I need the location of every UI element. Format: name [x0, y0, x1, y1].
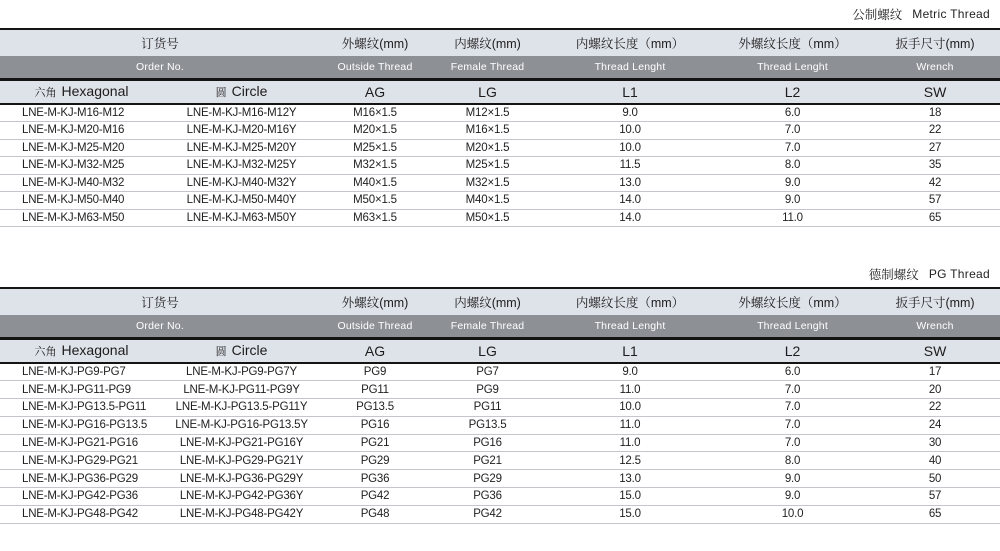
table-row [0, 488, 1000, 506]
table-cell: 42 [870, 174, 1000, 192]
table-cell: PG29 [430, 470, 545, 488]
table-cell: PG7 [430, 363, 545, 381]
section-label-metric-en: Metric Thread [912, 7, 990, 21]
column-header-cn: 扳手尺寸(mm) [870, 29, 1000, 56]
column-header-en: Thread Lenght [545, 315, 715, 338]
table-cell: PG11 [430, 399, 545, 417]
table-cell: 14.0 [545, 209, 715, 227]
table-cell: PG36 [430, 488, 545, 506]
table-cell: PG29 [320, 452, 430, 470]
subheader-label-en: Hexagonal [61, 82, 129, 99]
subheader-label-en: Circle [231, 82, 268, 99]
section-label-pg-cn: 德制螺纹 [868, 268, 919, 282]
table-cell: M20×1.5 [320, 122, 430, 140]
table-cell: LNE-M-KJ-PG16-PG13.5 [0, 416, 163, 434]
table-cell: 65 [870, 209, 1000, 227]
table-cell: M32×1.5 [430, 174, 545, 192]
subheader-label-en: Hexagonal [61, 341, 129, 358]
table-cell: LNE-M-KJ-PG13.5-PG11 [0, 399, 163, 417]
column-header-en: Outside Thread [320, 315, 430, 338]
table-cell: 10.0 [545, 139, 715, 157]
table-cell: 6.0 [715, 363, 870, 381]
table-cell: PG42 [320, 488, 430, 506]
column-header-cn: 内螺纹长度（mm） [545, 288, 715, 315]
spec-table [0, 287, 1000, 524]
table-cell: LNE-M-KJ-PG48-PG42 [0, 505, 163, 523]
table-cell: M25×1.5 [430, 157, 545, 175]
table-cell: LNE-M-KJ-PG29-PG21Y [163, 452, 320, 470]
table-cell: LNE-M-KJ-M50-M40 [0, 192, 163, 210]
table-row [0, 363, 1000, 381]
column-header-en: Thread Lenght [715, 56, 870, 79]
table-cell: M32×1.5 [320, 157, 430, 175]
column-header-en: Female Thread [430, 56, 545, 79]
table-cell: M25×1.5 [320, 139, 430, 157]
table-cell: 35 [870, 157, 1000, 175]
column-subheader [0, 79, 163, 104]
column-header-cn: 外螺纹(mm) [320, 288, 430, 315]
table-cell: LNE-M-KJ-PG42-PG36 [0, 488, 163, 506]
subheader-label-en: Circle [231, 341, 268, 358]
table-cell: 22 [870, 399, 1000, 417]
table-cell: LNE-M-KJ-PG11-PG9Y [163, 381, 320, 399]
table-row [0, 399, 1000, 417]
column-header-en: Wrench [870, 56, 1000, 79]
table-cell: 7.0 [715, 139, 870, 157]
table-row [0, 209, 1000, 227]
table-cell: PG21 [320, 434, 430, 452]
table-cell: M63×1.5 [320, 209, 430, 227]
table-row [0, 381, 1000, 399]
column-subheader [0, 338, 163, 363]
column-subheader: AG [320, 79, 430, 104]
table-cell: 27 [870, 139, 1000, 157]
table-cell: 22 [870, 122, 1000, 140]
column-header-en: Thread Lenght [715, 315, 870, 338]
column-subheader: L2 [715, 79, 870, 104]
table-cell: 13.0 [545, 470, 715, 488]
column-subheader: L1 [545, 79, 715, 104]
table-row [0, 416, 1000, 434]
table-cell: 65 [870, 505, 1000, 523]
table-cell: 9.0 [715, 488, 870, 506]
table-cell: 14.0 [545, 192, 715, 210]
table-cell: 10.0 [715, 505, 870, 523]
table-cell: 9.0 [715, 470, 870, 488]
table-cell: LNE-M-KJ-M25-M20Y [163, 139, 320, 157]
column-header-cn: 外螺纹(mm) [320, 29, 430, 56]
section-label-metric-cn: 公制螺纹 [852, 8, 903, 22]
table-cell: 6.0 [715, 104, 870, 122]
column-header-en: Outside Thread [320, 56, 430, 79]
table-cell: 20 [870, 381, 1000, 399]
table-cell: 11.5 [545, 157, 715, 175]
table-cell: LNE-M-KJ-PG29-PG21 [0, 452, 163, 470]
table-cell: LNE-M-KJ-PG21-PG16Y [163, 434, 320, 452]
table-cell: 9.0 [545, 363, 715, 381]
table-cell: 24 [870, 416, 1000, 434]
column-subheader: LG [430, 79, 545, 104]
table-cell: PG21 [430, 452, 545, 470]
table-cell: 15.0 [545, 505, 715, 523]
table-cell: LNE-M-KJ-PG48-PG42Y [163, 505, 320, 523]
table-cell: LNE-M-KJ-PG9-PG7Y [163, 363, 320, 381]
section-label-pg-en: PG Thread [928, 267, 990, 281]
table-cell: M20×1.5 [430, 139, 545, 157]
table-cell: 11.0 [715, 209, 870, 227]
column-subheader: L1 [545, 338, 715, 363]
table-cell: 9.0 [715, 192, 870, 210]
table-row [0, 192, 1000, 210]
table-row [0, 122, 1000, 140]
subheader-label-cn: 六角 [34, 345, 57, 358]
table-cell: M16×1.5 [320, 104, 430, 122]
table-cell: LNE-M-KJ-PG11-PG9 [0, 381, 163, 399]
column-header-cn: 内螺纹(mm) [430, 29, 545, 56]
table-cell: PG13.5 [430, 416, 545, 434]
table-cell: 7.0 [715, 399, 870, 417]
table-cell: 18 [870, 104, 1000, 122]
table-cell: 57 [870, 192, 1000, 210]
section-label-metric [0, 0, 1000, 28]
table-cell: LNE-M-KJ-M40-M32 [0, 174, 163, 192]
column-header-cn: 外螺纹长度（mm） [715, 29, 870, 56]
table-row [0, 505, 1000, 523]
table-cell: 7.0 [715, 381, 870, 399]
table-cell: 15.0 [545, 488, 715, 506]
table-cell: 7.0 [715, 416, 870, 434]
table-cell: 8.0 [715, 452, 870, 470]
table-cell: 30 [870, 434, 1000, 452]
subheader-label-cn: 圆 [215, 86, 227, 99]
table-cell: 57 [870, 488, 1000, 506]
table-cell: 10.0 [545, 122, 715, 140]
table-cell: 12.5 [545, 452, 715, 470]
table-cell: LNE-M-KJ-M25-M20 [0, 139, 163, 157]
table-cell: PG16 [320, 416, 430, 434]
table-cell: LNE-M-KJ-M16-M12Y [163, 104, 320, 122]
column-header-cn: 内螺纹长度（mm） [545, 29, 715, 56]
column-subheader: SW [870, 79, 1000, 104]
table-cell: LNE-M-KJ-PG36-PG29Y [163, 470, 320, 488]
column-subheader [163, 79, 320, 104]
column-subheader: L2 [715, 338, 870, 363]
table-cell: M40×1.5 [320, 174, 430, 192]
table-cell: LNE-M-KJ-M32-M25Y [163, 157, 320, 175]
spec-table [0, 28, 1000, 227]
table-cell: PG48 [320, 505, 430, 523]
section-label-pg [0, 261, 1000, 287]
table-cell: LNE-M-KJ-M16-M12 [0, 104, 163, 122]
table-cell: 40 [870, 452, 1000, 470]
table-cell: M12×1.5 [430, 104, 545, 122]
table-cell: 50 [870, 470, 1000, 488]
table-cell: PG9 [320, 363, 430, 381]
header-row-en [0, 56, 1000, 79]
table-cell: M40×1.5 [430, 192, 545, 210]
column-subheader: AG [320, 338, 430, 363]
table-cell: PG36 [320, 470, 430, 488]
table-cell: 11.0 [545, 416, 715, 434]
table-cell: LNE-M-KJ-PG13.5-PG11Y [163, 399, 320, 417]
table-cell: M16×1.5 [430, 122, 545, 140]
column-header-cn: 内螺纹(mm) [430, 288, 545, 315]
table-cell: LNE-M-KJ-M50-M40Y [163, 192, 320, 210]
table-cell: 9.0 [715, 174, 870, 192]
table-cell: 7.0 [715, 122, 870, 140]
table-cell: LNE-M-KJ-PG9-PG7 [0, 363, 163, 381]
table-cell: PG16 [430, 434, 545, 452]
table-cell: 11.0 [545, 381, 715, 399]
table-cell: PG11 [320, 381, 430, 399]
table-row [0, 104, 1000, 122]
subheader-label-cn: 六角 [34, 86, 57, 99]
table-cell: LNE-M-KJ-M40-M32Y [163, 174, 320, 192]
table-cell: 9.0 [545, 104, 715, 122]
table-row [0, 452, 1000, 470]
table-row [0, 470, 1000, 488]
table-cell: LNE-M-KJ-M20-M16 [0, 122, 163, 140]
table-cell: LNE-M-KJ-M63-M50Y [163, 209, 320, 227]
header-row-en [0, 315, 1000, 338]
pg-thread-table-container [0, 287, 1000, 524]
table-cell: LNE-M-KJ-PG21-PG16 [0, 434, 163, 452]
table-cell: 17 [870, 363, 1000, 381]
column-header-cn: 订货号 [0, 288, 320, 315]
table-cell: M50×1.5 [320, 192, 430, 210]
table-cell: 13.0 [545, 174, 715, 192]
header-row-cn [0, 29, 1000, 56]
metric-thread-table-container [0, 28, 1000, 227]
column-subheader: LG [430, 338, 545, 363]
table-cell: LNE-M-KJ-PG16-PG13.5Y [163, 416, 320, 434]
table-cell: LNE-M-KJ-PG36-PG29 [0, 470, 163, 488]
table-row [0, 139, 1000, 157]
table-cell: PG13.5 [320, 399, 430, 417]
table-row [0, 174, 1000, 192]
table-cell: 10.0 [545, 399, 715, 417]
subheader-label-cn: 圆 [215, 345, 227, 358]
table-cell: PG9 [430, 381, 545, 399]
column-header-cn: 外螺纹长度（mm） [715, 288, 870, 315]
table-cell: 8.0 [715, 157, 870, 175]
column-header-cn: 订货号 [0, 29, 320, 56]
column-subheader [163, 338, 320, 363]
table-cell: 11.0 [545, 434, 715, 452]
table-cell: LNE-M-KJ-M63-M50 [0, 209, 163, 227]
column-header-en: Order No. [0, 56, 320, 79]
table-cell: LNE-M-KJ-PG42-PG36Y [163, 488, 320, 506]
column-subheader: SW [870, 338, 1000, 363]
header-row-cn [0, 288, 1000, 315]
column-header-en: Female Thread [430, 315, 545, 338]
table-cell: 7.0 [715, 434, 870, 452]
table-cell: M50×1.5 [430, 209, 545, 227]
table-row [0, 434, 1000, 452]
table-cell: LNE-M-KJ-M20-M16Y [163, 122, 320, 140]
subheader-row [0, 79, 1000, 104]
table-row [0, 157, 1000, 175]
table-cell: PG42 [430, 505, 545, 523]
column-header-en: Order No. [0, 315, 320, 338]
subheader-row [0, 338, 1000, 363]
column-header-en: Thread Lenght [545, 56, 715, 79]
column-header-en: Wrench [870, 315, 1000, 338]
column-header-cn: 扳手尺寸(mm) [870, 288, 1000, 315]
table-cell: LNE-M-KJ-M32-M25 [0, 157, 163, 175]
